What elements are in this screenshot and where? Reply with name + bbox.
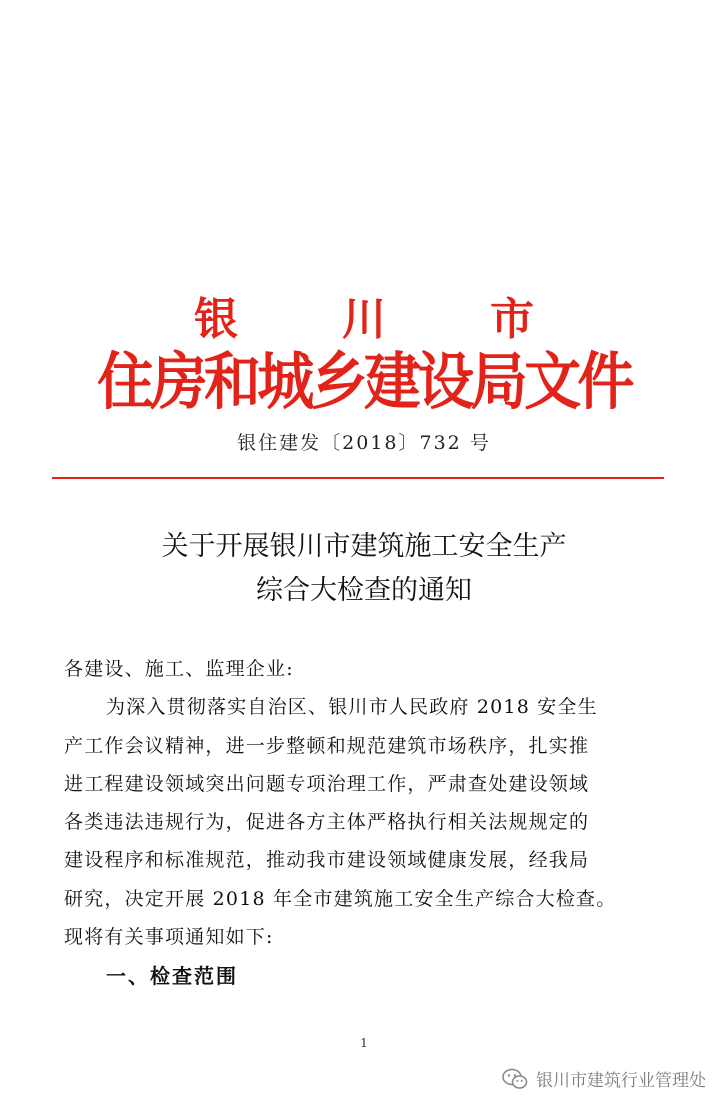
section-heading: 一、检查范围	[106, 964, 238, 988]
title-line-2: 综合大检查的通知	[256, 575, 472, 606]
issuer-organization-title: 住房和城乡建设局文件	[97, 345, 631, 418]
paragraph-line-2: 产工作会议精神，进一步整顿和规范建筑市场秩序，扎实推	[64, 734, 590, 757]
salutation: 各建设、施工、监理企业:	[64, 658, 294, 680]
watermark-text: 银川市建筑行业管理处	[536, 1071, 706, 1091]
red-divider-line	[52, 477, 664, 479]
page-number: 1	[360, 1036, 368, 1050]
document-title	[0, 525, 728, 613]
wechat-icon	[502, 1068, 528, 1090]
title-line-1: 关于开展银川市建筑施工安全生产	[161, 531, 567, 562]
paragraph-line-6: 研究，决定开展 2018 年全市建筑施工安全生产综合大检查。	[64, 887, 617, 910]
issuer-city-title	[0, 283, 728, 347]
city-char-3: 市	[490, 294, 534, 345]
city-char-1: 银	[194, 294, 238, 345]
city-char-2: 川	[342, 294, 386, 345]
paragraph-line-1: 为深入贯彻落实自治区、银川市人民政府 2018 安全生	[106, 696, 598, 719]
document-body	[64, 650, 634, 956]
paragraph-line-4: 各类违法违规行为，促进各方主体严格执行相关法规规定的	[64, 811, 590, 834]
paragraph-line-3: 进工程建设领域突出问题专项治理工作，严肃查处建设领域	[64, 772, 590, 795]
source-watermark	[502, 1066, 706, 1091]
paragraph-line-5: 建设程序和标准规范，推动我市建设领域健康发展，经我局	[64, 849, 590, 872]
paragraph-line-7: 现将有关事项通知如下:	[64, 926, 274, 949]
document-number: 银住建发〔2018〕732 号	[237, 432, 491, 454]
